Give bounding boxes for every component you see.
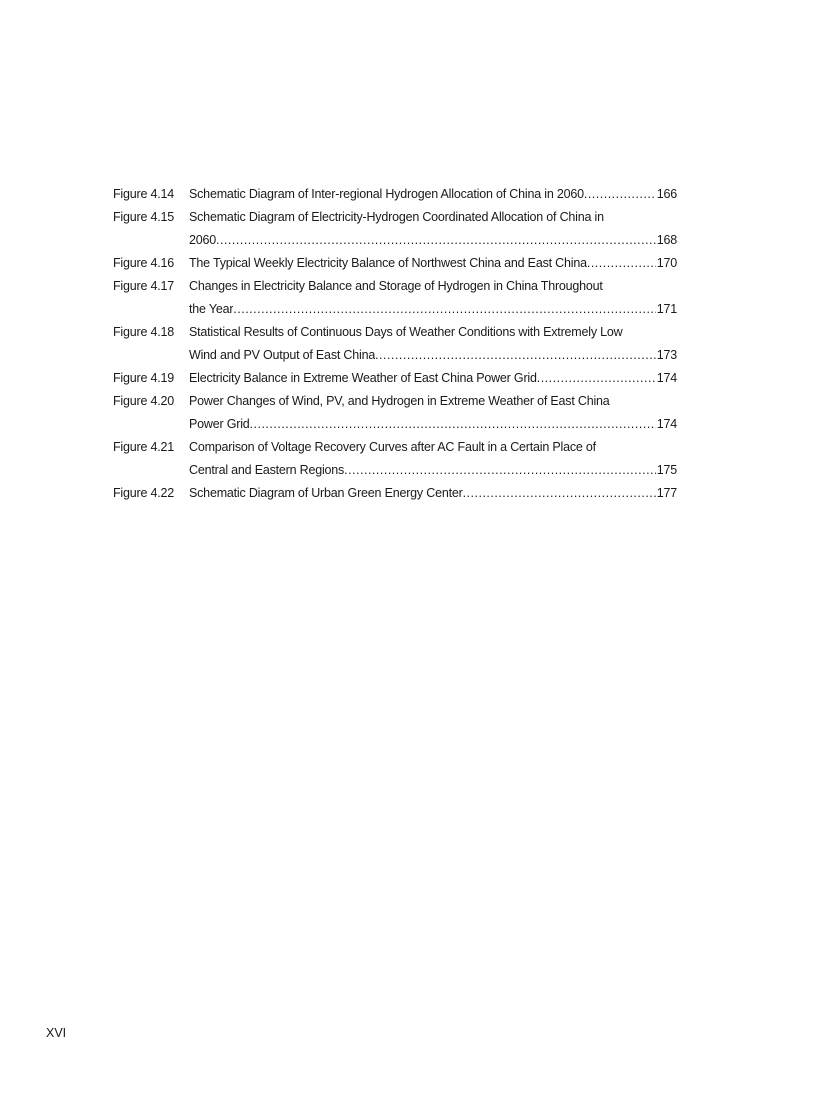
entry-last-line [189,459,677,482]
entry-title-text: Central and Eastern Regions [189,463,345,477]
page-number: 171 [656,302,677,316]
dot-leader [463,482,656,505]
toc-entry[interactable] [113,252,677,275]
entry-title-line: Statistical Results of Continuous Days of Weather Conditions with Extremely Low [189,325,623,339]
entry-last-line [189,482,677,505]
entry-title [189,275,677,321]
toc-entry[interactable] [113,367,677,390]
figure-number: Figure 4.16 [113,256,175,270]
figure-number: Figure 4.14 [113,187,175,201]
dot-leader [375,344,656,367]
figure-number: Figure 4.18 [113,325,175,339]
dot-leader [233,298,655,321]
entry-title [189,436,677,482]
entry-title-text: 2060 [189,233,217,247]
figure-number: Figure 4.21 [113,440,175,454]
entry-last-line [189,367,677,390]
entry-title [189,183,677,206]
dot-leader [537,367,656,390]
page-number: 174 [656,371,677,385]
entry-last-line [189,413,677,436]
entry-title [189,252,677,275]
dot-leader [587,252,656,275]
page-number: 175 [656,463,677,477]
entry-title-text: Schematic Diagram of Urban Green Energy Center [189,486,463,500]
toc-entry[interactable] [113,390,677,436]
entry-last-line [189,183,677,206]
dot-leader [584,183,656,206]
figure-number: Figure 4.22 [113,486,175,500]
toc-entry[interactable] [113,183,677,206]
list-of-figures [113,183,677,505]
figure-number: Figure 4.17 [113,279,175,293]
toc-entry[interactable] [113,482,677,505]
entry-title [189,206,677,252]
page-number: 168 [656,233,677,247]
page-folio: XVI [46,1026,67,1040]
toc-entry[interactable] [113,206,677,252]
entry-title [189,321,677,367]
page-number: 177 [656,486,677,500]
dot-leader [344,459,656,482]
dot-leader [216,229,656,252]
dot-leader [250,413,656,436]
page-number: 174 [656,417,677,431]
entry-title-text: Electricity Balance in Extreme Weather of East China Power Grid [189,371,537,385]
entry-title-line: Power Changes of Wind, PV, and Hydrogen in Extreme Weather of East China [189,394,610,408]
figure-number: Figure 4.19 [113,371,175,385]
entry-title-text: Wind and PV Output of East China [189,348,376,362]
entry-title [189,390,677,436]
entry-title-text: Schematic Diagram of Inter-regional Hydrogen Allocation of China in 2060 [189,187,584,201]
toc-entry[interactable] [113,321,677,367]
toc-entry[interactable] [113,436,677,482]
page-number: 173 [656,348,677,362]
entry-title-line: Comparison of Voltage Recovery Curves after AC Fault in a Certain Place of [189,440,596,454]
page-number: 166 [656,187,677,201]
entry-title-line: Changes in Electricity Balance and Storage of Hydrogen in China Throughout [189,279,603,293]
page-number: 170 [656,256,677,270]
entry-title [189,367,677,390]
entry-title [189,482,677,505]
entry-last-line [189,298,677,321]
figure-number: Figure 4.20 [113,394,175,408]
entry-title-text: The Typical Weekly Electricity Balance of Northwest China and East China [189,256,587,270]
entry-title-text: Power Grid [189,417,250,431]
toc-entry[interactable] [113,275,677,321]
entry-last-line [189,344,677,367]
entry-title-line: Schematic Diagram of Electricity-Hydrogen Coordinated Allocation of China in [189,210,604,224]
entry-last-line [189,252,677,275]
entry-last-line [189,229,677,252]
figure-number: Figure 4.15 [113,210,175,224]
entry-title-text: the Year [189,302,234,316]
